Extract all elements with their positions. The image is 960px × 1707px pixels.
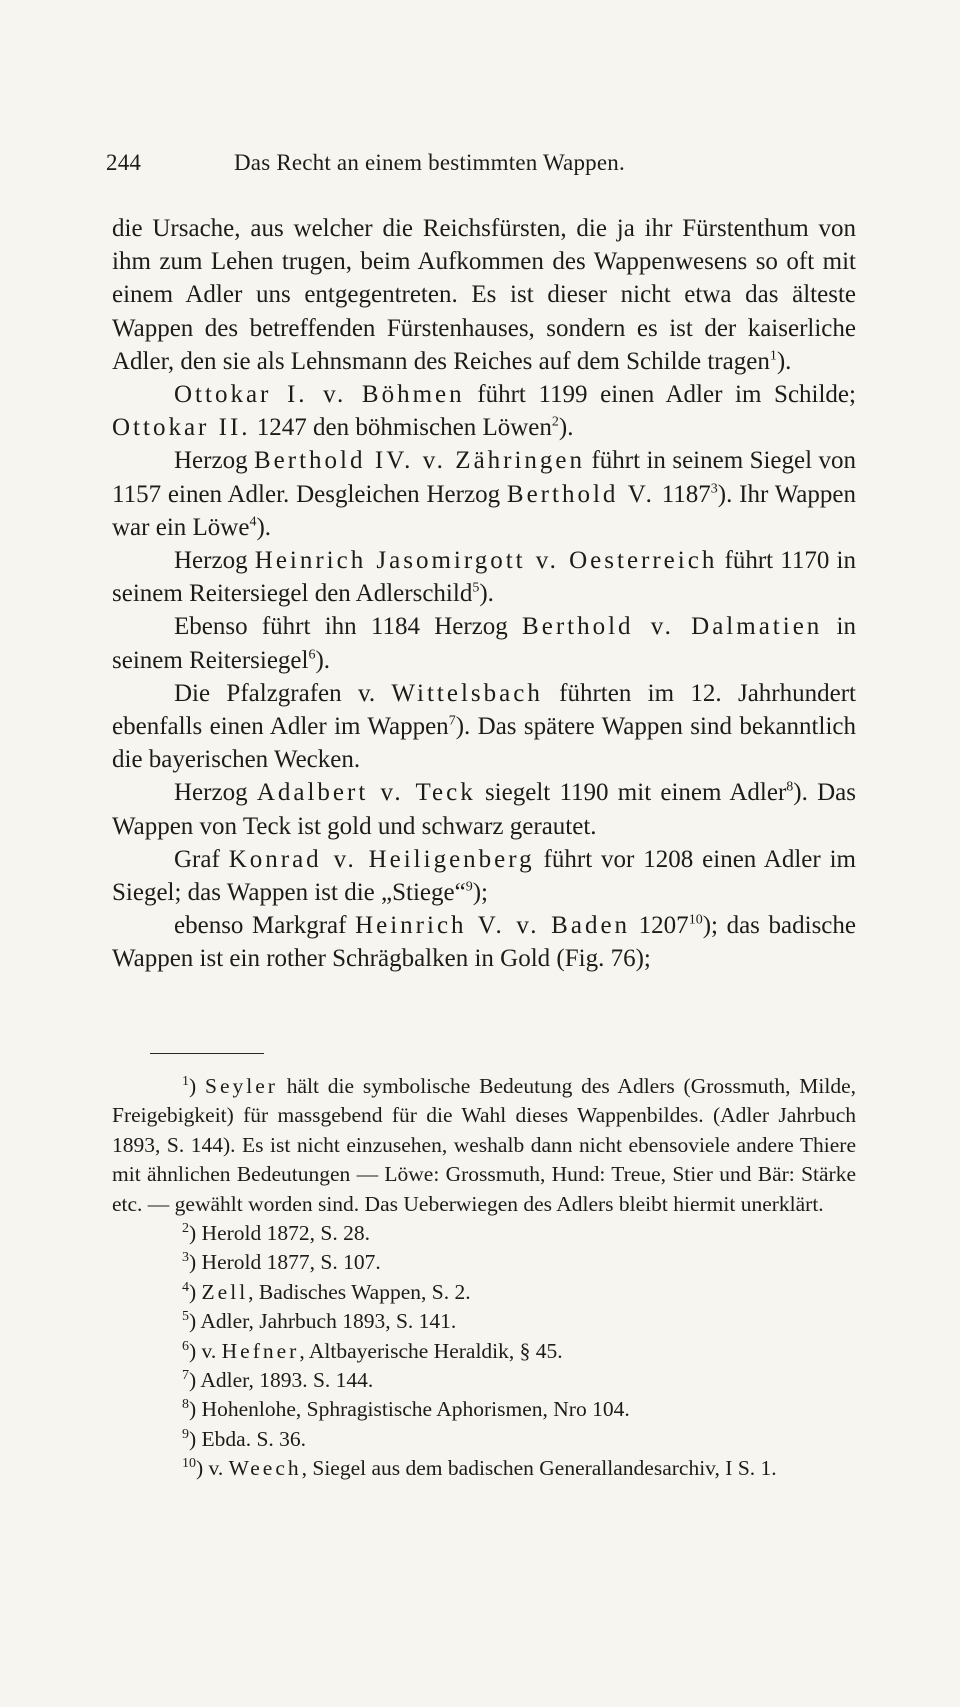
footnote-ref: 8 [786, 780, 794, 796]
person-name: Ottokar II. [112, 414, 251, 442]
footnote-ref: 1 [769, 348, 777, 364]
footnote-ref: 3 [710, 481, 718, 497]
paragraph-dalmatien: Ebenso führt ihn 1184 Herzog Berthold v. Dalmatien in seinem Reitersiegel$^6$). [112, 613, 856, 674]
footnote-ref: 4 [249, 514, 257, 530]
person-name: Adalbert v. Teck [256, 779, 476, 807]
footnote-7: $^7$) Adler, 1893. S. 144. [182, 1367, 374, 1393]
footnote-6: $^6$) v. Hefner, Altbayerische Heraldik, § 45. [182, 1338, 563, 1363]
person-name: Weech [228, 1456, 302, 1481]
footnote-3: $^3$) Herold 1877, S. 107. [182, 1250, 381, 1275]
paragraph-teck: Herzog Adalbert v. Teck siegelt 1190 mit einem Adler$^8$). Das Wappen von Teck ist gold und schwarz gerautet. [112, 779, 856, 840]
person-name: Hohenlohe [201, 1397, 296, 1422]
person-name: Berthold IV. v. Zähringen [254, 447, 586, 475]
footnote-10: $^{10}$) v. Weech, Siegel aus dem badischen Generallandesarchiv, I S. 1. [182, 1456, 777, 1481]
person-name: Zell [201, 1279, 249, 1304]
footnote-5: $^5$) Adler, Jahrbuch 1893, S. 141. [182, 1309, 457, 1334]
paragraph-berthold: Herzog Berthold IV. v. Zähringen führt in seinem Siegel von 1157 einen Adler. Desgleichen Herzog Berthold V. 1187$^3$). Ihr Wappen war ein Löwe$^4$). [112, 447, 856, 541]
person-name: Ottokar I. v. Böhmen [174, 381, 465, 409]
footnote-2: $^2$) Herold 1872, S. 28. [182, 1220, 370, 1246]
page-number: 244 [106, 150, 142, 175]
person-name: Seyler [204, 1074, 278, 1098]
footnote-ref: 5 [472, 580, 480, 596]
paragraph-ottokar: Ottokar I. v. Böhmen führt 1199 einen Adler im Schilde; Ottokar II. 1247 den böhmischen Löwen$^2$). [112, 381, 856, 442]
footnote-ref: 7 [448, 713, 456, 729]
paragraph-heinrich: Herzog Heinrich Jasomirgott v. Oesterreich führt 1170 in seinem Reitersiegel den Adlerschild$^5$). [112, 547, 856, 608]
paragraph-baden: ebenso Markgraf Heinrich V. v. Baden 1207$^{10}$); das badische Wappen ist ein rother Schrägbalken in Gold (Fig. 76); [112, 912, 857, 973]
person-name: Heinrich Jasomirgott v. Oesterreich [254, 547, 718, 575]
footnote-4: $^4$) Zell, Badisches Wappen, S. 2. [182, 1279, 471, 1304]
footnote-ref: 6 [308, 647, 316, 663]
footnote-8: $^8$) Hohenlohe, Sphragistische Aphorismen, Nro 104. [182, 1397, 630, 1422]
footnote-ref: 2 [551, 414, 559, 430]
footnotes [112, 1072, 856, 1484]
paragraph-heiligenberg: Graf Konrad v. Heiligenberg führt vor 1208 einen Adler im Siegel; das Wappen ist die „Stiege“$^9$); [112, 845, 857, 907]
footnote-9: $^9$) Ebda. S. 36. [182, 1426, 307, 1451]
running-title: Das Recht an einem bestimmten Wappen. [234, 150, 625, 175]
person-name: Berthold v. Dalmatien [522, 613, 823, 641]
paragraph-wittelsbach: Die Pfalzgrafen v. Wittelsbach führten im 12. Jahrhundert ebenfalls einen Adler im Wappen$^7$). Das spätere Wappen sind bekanntlich die bayerischen Wecken. [112, 679, 856, 774]
person-name: Konrad v. Heiligenberg [228, 845, 535, 873]
footnote-ref: 10 [688, 912, 703, 928]
paragraph-intro: die Ursache, aus welcher die Reichsfürsten, die ja ihr Fürstenthum von ihm zum Lehen trugen, beim Aufkommen des Wappenwesens so oft mit einem Adler uns entgegentreten. Es ist dieser nicht etwa das älteste Wappen des betreffenden Fürstenhauses, sondern es ist der kaiserliche Adler, den sie als Lehnsmann des Reiches auf dem Schilde tragen$^1$). [112, 215, 856, 375]
main-text [112, 212, 856, 976]
footnote-ref: 9 [465, 879, 473, 895]
footnote-1: $^1$) Seyler hält die symbolische Bedeutung des Adlers (Grossmuth, Milde, Freigebigkeit) für massgebend für die Wahl dieses Wappenbildes. (Adler Jahrbuch 1893, S. 144). Es ist nicht einzusehen, weshalb dann nicht ebensoviele andere Thiere mit ähnlichen Bedeutungen — Löwe: Grossmuth, Hund: Treue, Stier und Bär: Stärke etc. — gewählt worden sind. Das Ueberwiegen des Adlers bleibt hiermit unerklärt. [112, 1073, 856, 1216]
footnote-divider [150, 1053, 264, 1054]
person-name: Heinrich V. v. Baden [355, 912, 631, 940]
person-name: Wittelsbach [391, 679, 543, 707]
person-name: Hefner [221, 1338, 300, 1363]
person-name: Berthold V. [506, 480, 655, 508]
